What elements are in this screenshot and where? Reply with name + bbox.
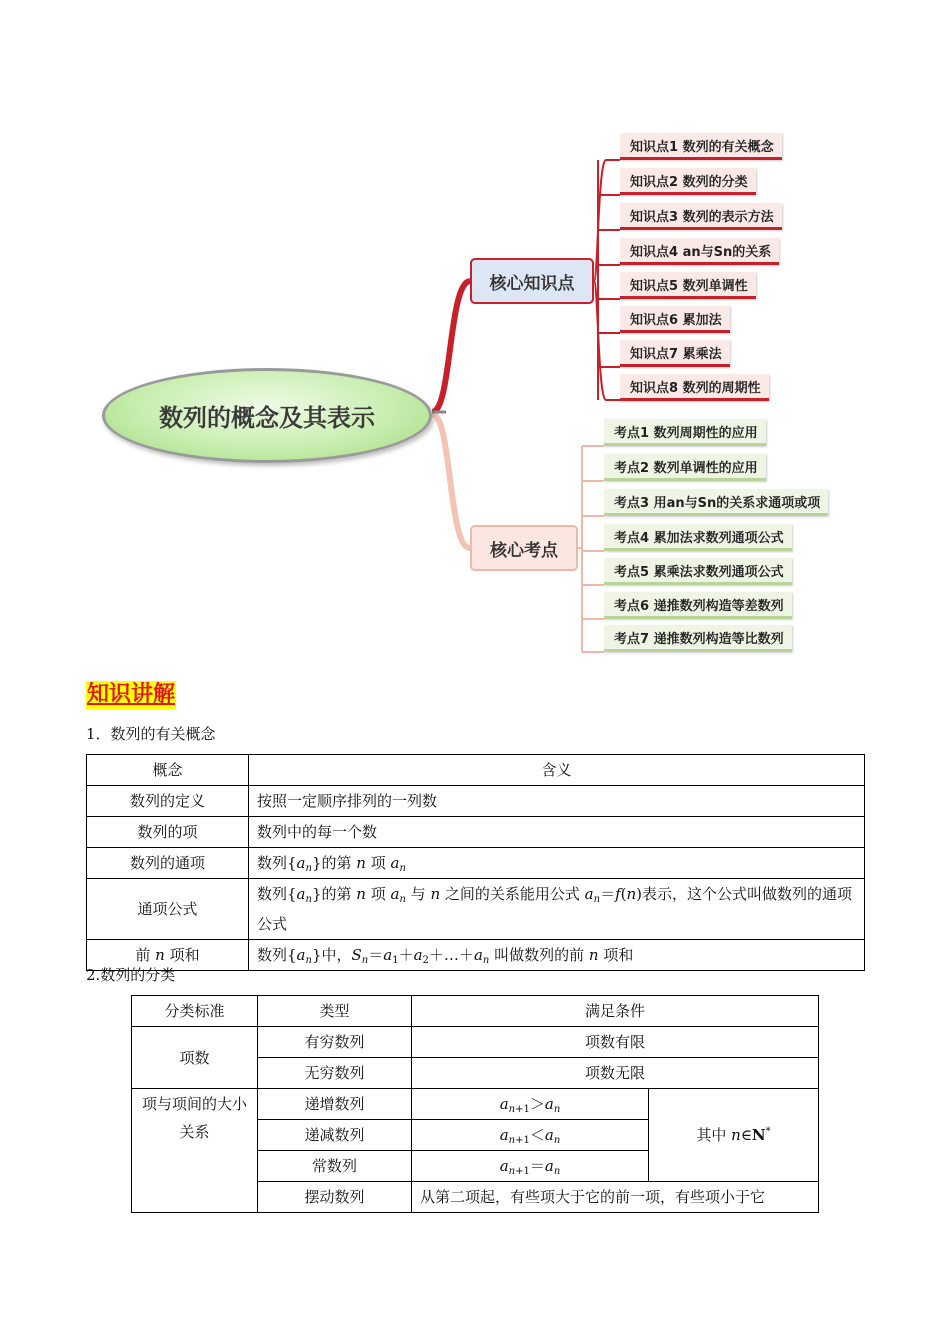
exam-item: 考点4 累加法求数列通项公式: [604, 524, 792, 551]
branch-core-knowledge: 核心知识点: [470, 258, 594, 304]
condition-cell: 项数无限: [412, 1058, 819, 1089]
section2-title: 2.数列的分类: [86, 966, 176, 984]
knowledge-item: 知识点8 数列的周期性: [620, 374, 769, 401]
condition-cell: $a_{n+1}>a_n$: [412, 1089, 649, 1120]
condition-cell: $a_{n+1}<a_n$: [412, 1120, 649, 1151]
exam-item: 考点5 累乘法求数列通项公式: [604, 558, 792, 585]
root-label: 数列的概念及其表示: [159, 404, 375, 432]
mind-map-root: [102, 368, 432, 463]
header-cell: 满足条件: [412, 996, 819, 1027]
concept-meaning: 数列$\{a_n\}$的第 n 项 $a_n$ 与 n 之间的关系能用公式 $a_n=f(n)$表示，这个公式叫做数列的通项公式: [249, 879, 865, 940]
table-row: [87, 879, 865, 940]
concept-meaning: 按照一定顺序排列的一列数: [249, 786, 865, 817]
classification-table: [131, 995, 819, 1213]
group-label: 项数: [132, 1027, 258, 1089]
knowledge-item: 知识点3 数列的表示方法: [620, 203, 782, 230]
condition-cell: $a_{n+1}=a_n$: [412, 1151, 649, 1182]
type-cell: 递减数列: [258, 1120, 412, 1151]
knowledge-item: 知识点1 数列的有关概念: [620, 133, 782, 160]
exam-item: 考点2 数列单调性的应用: [604, 454, 766, 481]
header-cell: 概念: [87, 755, 249, 786]
section1-title: 1．数列的有关概念: [86, 725, 216, 743]
concept-term: 数列的项: [87, 817, 249, 848]
mind-map: [0, 0, 950, 670]
branch-core-exam: 核心考点: [470, 525, 578, 571]
section-heading: 知识讲解: [87, 682, 176, 707]
condition-cell: 项数有限: [412, 1027, 819, 1058]
table-row: [132, 1089, 819, 1120]
concept-table: [86, 754, 865, 971]
type-cell: 常数列: [258, 1151, 412, 1182]
type-cell: 无穷数列: [258, 1058, 412, 1089]
concept-meaning: 数列$\{a_n\}$的第 n 项 $a_n$: [249, 848, 865, 879]
exam-item: 考点6 递推数列构造等差数列: [604, 592, 792, 619]
type-cell: 摆动数列: [258, 1182, 412, 1213]
condition-cell: 从第二项起，有些项大于它的前一项，有些项小于它: [412, 1182, 819, 1213]
header-cell: 含义: [249, 755, 865, 786]
concept-term: 通项公式: [87, 879, 249, 940]
connector-root-core: [432, 281, 470, 412]
knowledge-item: 知识点5 数列单调性: [620, 272, 756, 299]
header-cell: 类型: [258, 996, 412, 1027]
group-label: 项与项间的大小关系: [132, 1089, 258, 1213]
concept-term: 前 n 项和: [87, 940, 249, 971]
table-header-row: [87, 755, 865, 786]
table-row: [87, 848, 865, 879]
concept-meaning: 数列中的每一个数: [249, 817, 865, 848]
table-row: [132, 1027, 819, 1058]
type-cell: 有穷数列: [258, 1027, 412, 1058]
header-cell: 分类标准: [132, 996, 258, 1027]
concept-term: 数列的通项: [87, 848, 249, 879]
concept-meaning: 数列$\{a_n\}$中，$S_n=a_1+a_2+\dots+a_n$ 叫做数列的前 n 项和: [249, 940, 865, 971]
connector-root-exam: [432, 414, 470, 548]
knowledge-item: 知识点7 累乘法: [620, 340, 730, 367]
exam-item: 考点7 递推数列构造等比数列: [604, 625, 792, 652]
exam-item: 考点1 数列周期性的应用: [604, 419, 766, 446]
knowledge-item: 知识点2 数列的分类: [620, 168, 756, 195]
table-row: [87, 817, 865, 848]
table-header-row: [132, 996, 819, 1027]
exam-item: 考点3 用an与Sn的关系求通项或项: [604, 489, 828, 516]
type-cell: 递增数列: [258, 1089, 412, 1120]
knowledge-item: 知识点4 an与Sn的关系: [620, 238, 779, 265]
condition-note: 其中 n∈N*: [649, 1089, 819, 1182]
concept-term: 数列的定义: [87, 786, 249, 817]
table-row: [87, 786, 865, 817]
table-row: [87, 940, 865, 971]
knowledge-item: 知识点6 累加法: [620, 306, 730, 333]
